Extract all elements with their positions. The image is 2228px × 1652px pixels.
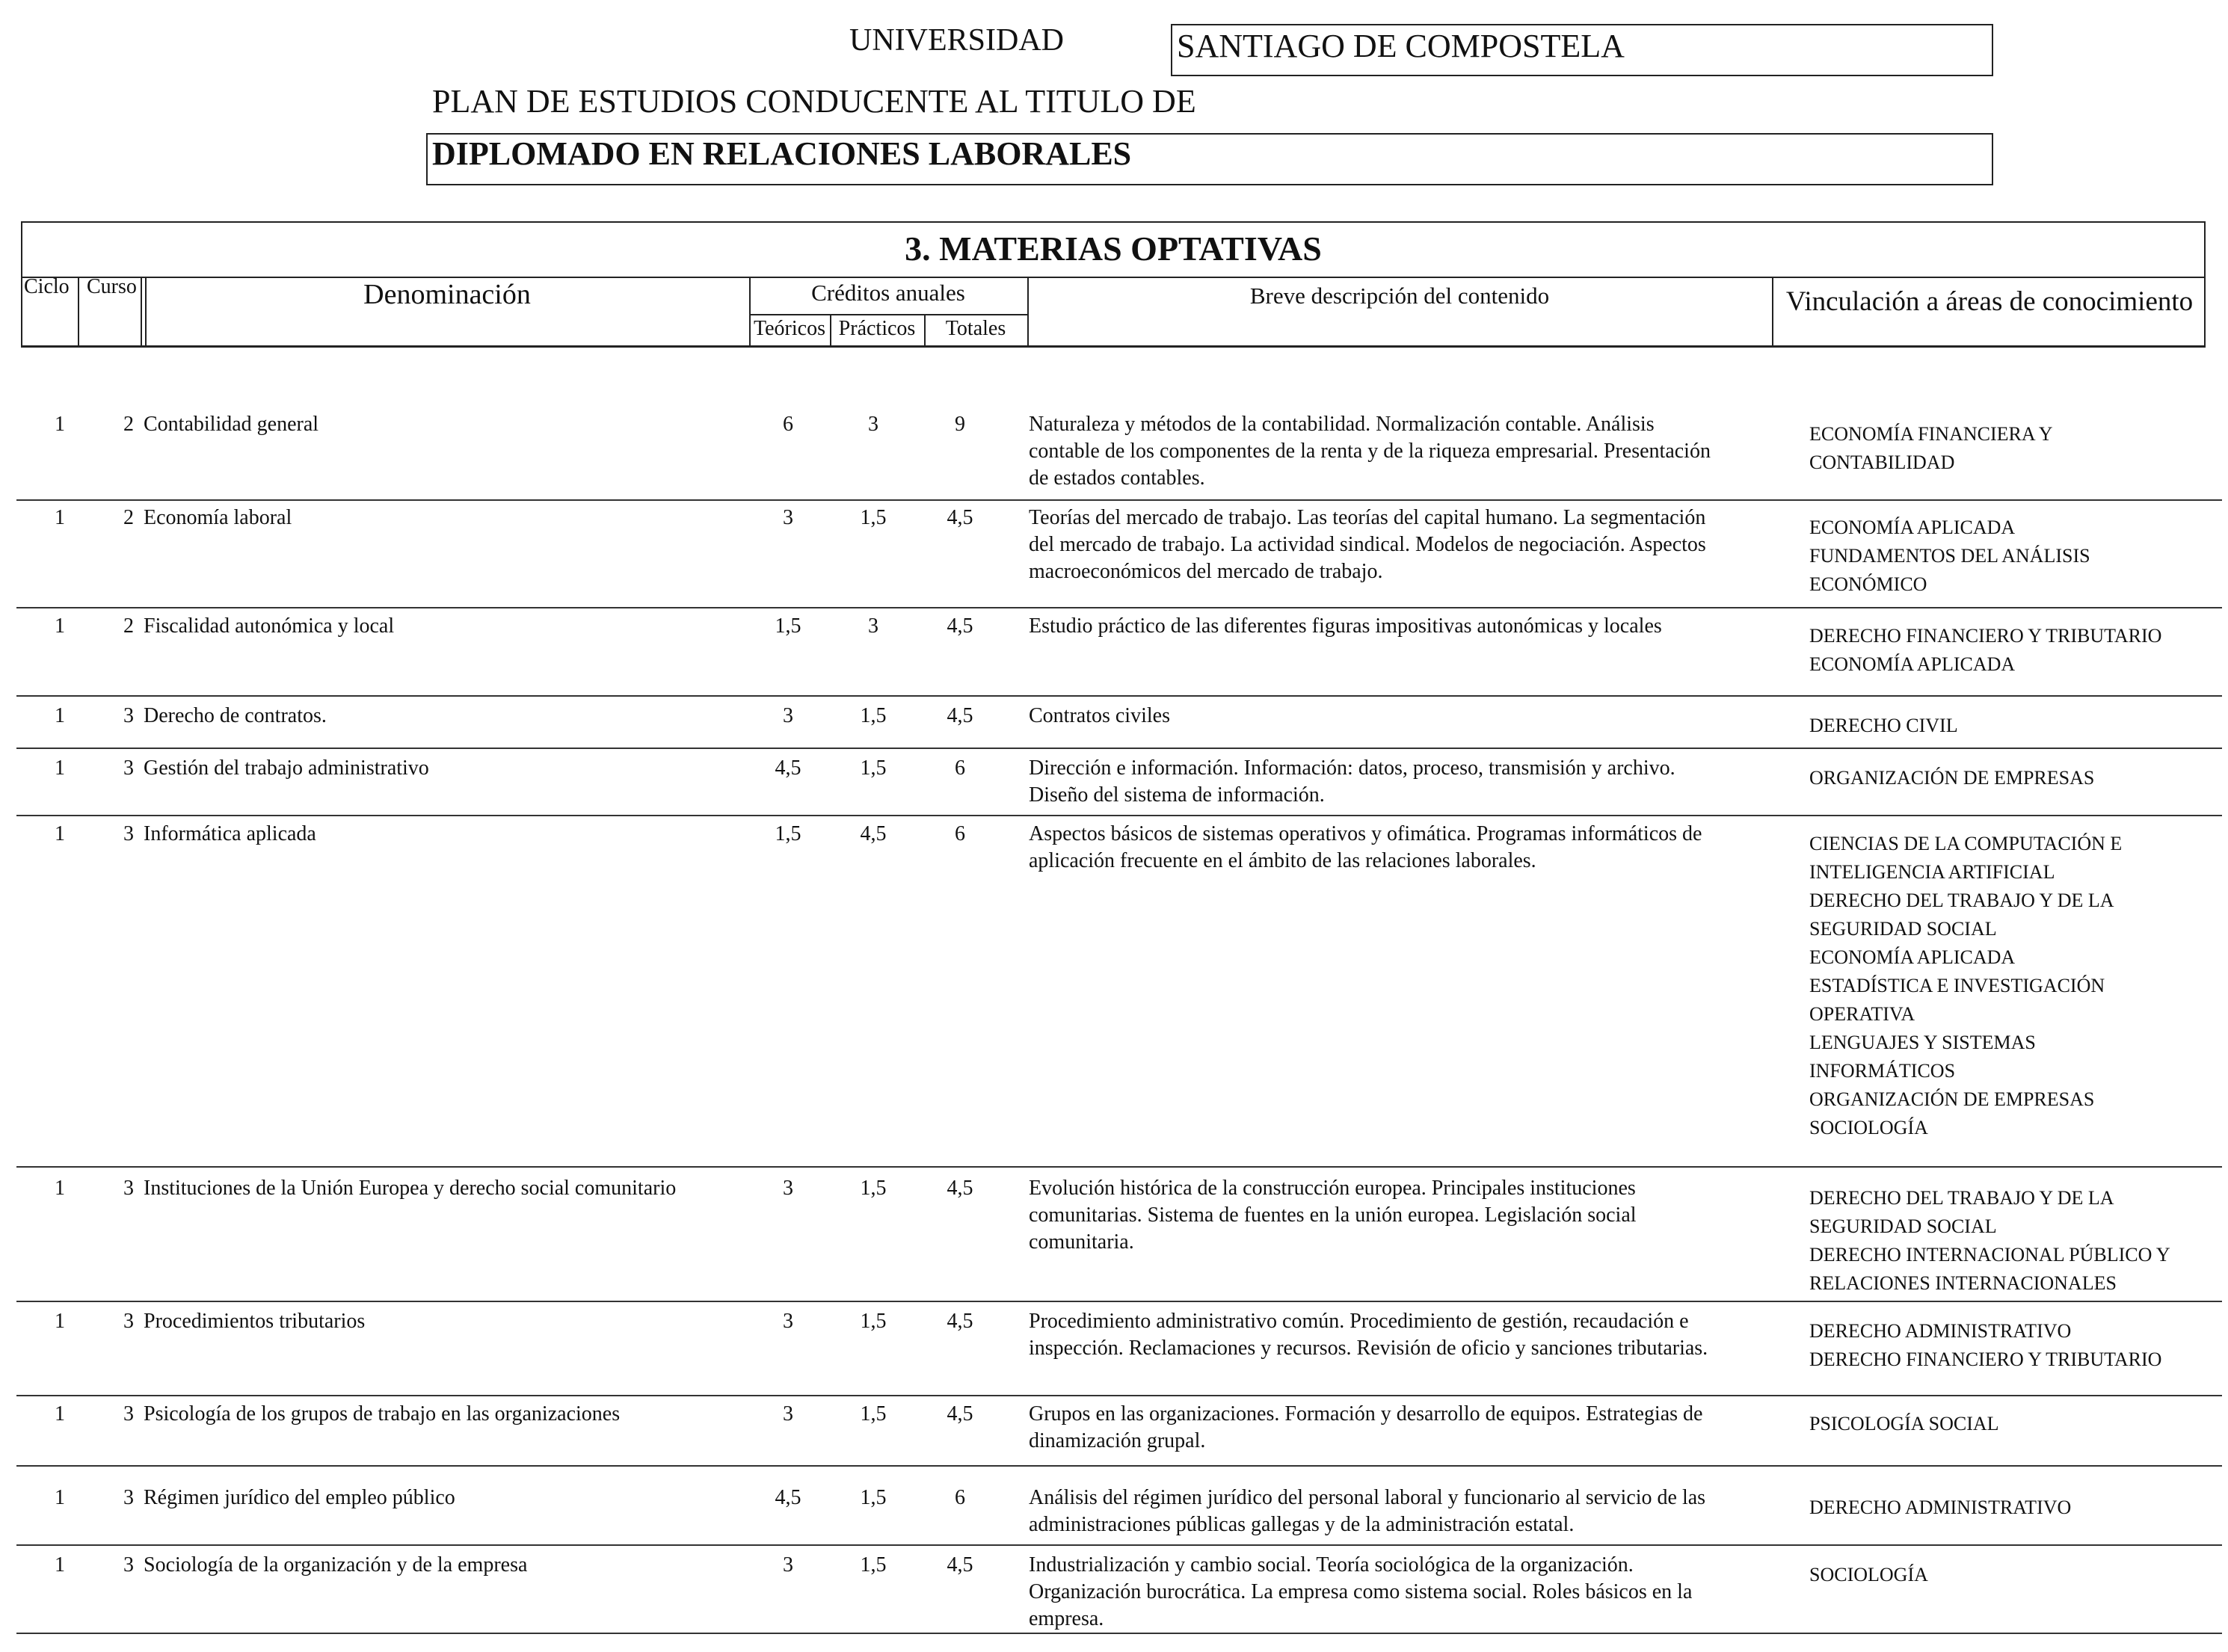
cell-ciclo: 1 bbox=[55, 756, 65, 780]
cell-area-line: ORGANIZACIÓN DE EMPRESAS bbox=[1809, 767, 2095, 789]
col-ciclo: Ciclo bbox=[24, 275, 70, 298]
cell-practicos: 3 bbox=[868, 413, 878, 436]
cell-denominacion: Fiscalidad autonómica y local bbox=[144, 614, 395, 638]
cell-descripcion-line: de estados contables. bbox=[1029, 466, 1205, 490]
cell-denominacion: Gestión del trabajo administrativo bbox=[144, 756, 429, 780]
cell-area-line: DERECHO FINANCIERO Y TRIBUTARIO bbox=[1809, 1349, 2162, 1370]
cell-area-line: ECONOMÍA APLICADA bbox=[1809, 517, 2016, 538]
cell-denominacion: Sociología de la organización y de la empresa bbox=[144, 1553, 528, 1577]
creditos-divider bbox=[749, 314, 1027, 315]
row-separator bbox=[16, 1395, 2222, 1396]
cell-totales: 6 bbox=[955, 1486, 965, 1509]
cell-area-line: DERECHO INTERNACIONAL PÚBLICO Y bbox=[1809, 1244, 2170, 1266]
cell-teoricos: 3 bbox=[783, 1553, 793, 1577]
cell-totales: 4,5 bbox=[947, 1310, 973, 1333]
row-separator bbox=[16, 1166, 2222, 1168]
cell-descripcion-line: Diseño del sistema de información. bbox=[1029, 783, 1325, 807]
cell-practicos: 1,5 bbox=[860, 1177, 887, 1200]
cell-descripcion-line: comunitaria. bbox=[1029, 1230, 1134, 1254]
cell-ciclo: 1 bbox=[55, 614, 65, 638]
cell-area-line: DERECHO FINANCIERO Y TRIBUTARIO bbox=[1809, 625, 2162, 647]
cell-area-line: DERECHO DEL TRABAJO Y DE LA bbox=[1809, 1187, 2114, 1209]
cell-descripcion-line: dinamización grupal. bbox=[1029, 1429, 1206, 1452]
cell-teoricos: 3 bbox=[783, 704, 793, 727]
cell-area-line: SEGURIDAD SOCIAL bbox=[1809, 1215, 1997, 1237]
cell-descripcion-line: Organización burocrática. La empresa como sistema social. Roles básicos en la bbox=[1029, 1580, 1693, 1603]
cell-area-line: SOCIOLOGÍA bbox=[1809, 1117, 1928, 1138]
cell-curso: 3 bbox=[123, 1310, 134, 1333]
col-practicos: Prácticos bbox=[838, 317, 916, 340]
cell-area-line: OPERATIVA bbox=[1809, 1003, 1915, 1025]
row-separator bbox=[16, 748, 2222, 749]
cell-descripcion-line: Teorías del mercado de trabajo. Las teorías del capital humano. La segmentación bbox=[1029, 506, 1706, 529]
cell-totales: 4,5 bbox=[947, 614, 973, 638]
cell-teoricos: 3 bbox=[783, 1402, 793, 1426]
cell-totales: 4,5 bbox=[947, 506, 973, 529]
cell-denominacion: Régimen jurídico del empleo público bbox=[144, 1486, 455, 1509]
cell-curso: 2 bbox=[123, 413, 134, 436]
cell-curso: 3 bbox=[123, 756, 134, 780]
col-descripcion: Breve descripción del contenido bbox=[1249, 283, 1550, 309]
cell-teoricos: 1,5 bbox=[775, 614, 801, 638]
cell-descripcion-line: aplicación frecuente en el ámbito de las relaciones laborales. bbox=[1029, 849, 1536, 872]
cell-area-line: SOCIOLOGÍA bbox=[1809, 1564, 1928, 1585]
row-separator bbox=[16, 1544, 2222, 1546]
cell-practicos: 4,5 bbox=[860, 822, 887, 845]
cell-descripcion-line: Aspectos básicos de sistemas operativos y ofimática. Programas informáticos de bbox=[1029, 822, 1702, 845]
row-separator bbox=[16, 1465, 2222, 1467]
cell-area-line: INFORMÁTICOS bbox=[1809, 1060, 1956, 1082]
cell-ciclo: 1 bbox=[55, 704, 65, 727]
cell-totales: 4,5 bbox=[947, 1553, 973, 1577]
cell-descripcion-line: administraciones públicas gallegas y de la administración estatal. bbox=[1029, 1513, 1575, 1536]
cell-area-line: ECONÓMICO bbox=[1809, 573, 1927, 595]
cell-area-line: ECONOMÍA APLICADA bbox=[1809, 946, 2016, 968]
cell-area-line: SEGURIDAD SOCIAL bbox=[1809, 918, 1997, 940]
cell-curso: 3 bbox=[123, 1402, 134, 1426]
cell-area-line: ORGANIZACIÓN DE EMPRESAS bbox=[1809, 1088, 2095, 1110]
row-separator bbox=[16, 695, 2222, 697]
cell-descripcion-line: inspección. Reclamaciones y recursos. Revisión de oficio y sanciones tributarias. bbox=[1029, 1337, 1708, 1360]
cell-area-line: LENGUAJES Y SISTEMAS bbox=[1809, 1032, 2036, 1053]
cell-ciclo: 1 bbox=[55, 1553, 65, 1577]
cell-descripcion-line: del mercado de trabajo. La actividad sindical. Modelos de negociación. Aspectos bbox=[1029, 533, 1706, 556]
cell-area-line: DERECHO DEL TRABAJO Y DE LA bbox=[1809, 890, 2114, 911]
col-divider bbox=[2204, 221, 2206, 347]
cell-teoricos: 3 bbox=[783, 1310, 793, 1333]
cell-denominacion: Procedimientos tributarios bbox=[144, 1310, 366, 1333]
col-divider bbox=[78, 277, 79, 347]
cell-area-line: ECONOMÍA FINANCIERA Y bbox=[1809, 423, 2053, 445]
plan-text: PLAN DE ESTUDIOS CONDUCENTE AL TITULO DE bbox=[432, 83, 1196, 120]
titulo: DIPLOMADO EN RELACIONES LABORALES bbox=[432, 135, 1132, 172]
cell-ciclo: 1 bbox=[55, 1402, 65, 1426]
table-top-border bbox=[21, 221, 2206, 223]
cell-area-line: RELACIONES INTERNACIONALES bbox=[1809, 1272, 2117, 1294]
cell-curso: 3 bbox=[123, 1177, 134, 1200]
col-divider bbox=[141, 277, 142, 347]
cell-totales: 4,5 bbox=[947, 1402, 973, 1426]
cell-totales: 6 bbox=[955, 822, 965, 845]
cell-descripcion-line: Evolución histórica de la construcción europea. Principales instituciones bbox=[1029, 1177, 1636, 1200]
header-bottom-border bbox=[21, 345, 2206, 348]
col-denominacion: Denominación bbox=[363, 279, 531, 310]
cell-descripcion-line: Contratos civiles bbox=[1029, 704, 1170, 727]
row-separator bbox=[16, 607, 2222, 608]
cell-practicos: 1,5 bbox=[860, 1310, 887, 1333]
cell-denominacion: Economía laboral bbox=[144, 506, 292, 529]
cell-descripcion-line: Dirección e información. Información: datos, proceso, transmisión y archivo. bbox=[1029, 756, 1675, 780]
row-separator bbox=[16, 1301, 2222, 1302]
cell-practicos: 3 bbox=[868, 614, 878, 638]
cell-practicos: 1,5 bbox=[860, 1486, 887, 1509]
cell-area-line: DERECHO ADMINISTRATIVO bbox=[1809, 1497, 2072, 1518]
cell-totales: 6 bbox=[955, 756, 965, 780]
cell-ciclo: 1 bbox=[55, 1486, 65, 1509]
cell-teoricos: 3 bbox=[783, 506, 793, 529]
cell-curso: 2 bbox=[123, 506, 134, 529]
cell-totales: 4,5 bbox=[947, 704, 973, 727]
cell-teoricos: 6 bbox=[783, 413, 793, 436]
cell-area-line: FUNDAMENTOS DEL ANÁLISIS bbox=[1809, 545, 2090, 567]
cell-descripcion-line: contable de los componentes de la renta y de la riqueza empresarial. Presentación bbox=[1029, 440, 1711, 463]
cell-ciclo: 1 bbox=[55, 1177, 65, 1200]
col-totales: Totales bbox=[945, 317, 1006, 340]
cell-curso: 2 bbox=[123, 614, 134, 638]
cell-area-line: CIENCIAS DE LA COMPUTACIÓN E bbox=[1809, 833, 2123, 854]
cell-teoricos: 1,5 bbox=[775, 822, 801, 845]
cell-area-line: DERECHO CIVIL bbox=[1809, 715, 1958, 736]
cell-descripcion-line: Procedimiento administrativo común. Procedimiento de gestión, recaudación e bbox=[1029, 1310, 1689, 1333]
cell-descripcion-line: Naturaleza y métodos de la contabilidad. Normalización contable. Análisis bbox=[1029, 413, 1655, 436]
cell-curso: 3 bbox=[123, 1553, 134, 1577]
col-curso: Curso bbox=[87, 275, 137, 298]
cell-area-line: CONTABILIDAD bbox=[1809, 451, 1955, 473]
cell-denominacion: Psicología de los grupos de trabajo en las organizaciones bbox=[144, 1402, 621, 1426]
cell-practicos: 1,5 bbox=[860, 1553, 887, 1577]
cell-descripcion-line: Estudio práctico de las diferentes figuras impositivas autonómicas y locales bbox=[1029, 614, 1662, 638]
cell-area-line: ESTADÍSTICA E INVESTIGACIÓN bbox=[1809, 975, 2105, 996]
row-separator bbox=[16, 1633, 2222, 1634]
cell-descripcion-line: Análisis del régimen jurídico del personal laboral y funcionario al servicio de las bbox=[1029, 1486, 1706, 1509]
cell-ciclo: 1 bbox=[55, 822, 65, 845]
cell-totales: 4,5 bbox=[947, 1177, 973, 1200]
cell-descripcion-line: empresa. bbox=[1029, 1607, 1104, 1630]
cell-ciclo: 1 bbox=[55, 506, 65, 529]
universidad-label: UNIVERSIDAD bbox=[849, 23, 1064, 58]
universidad-name: SANTIAGO DE COMPOSTELA bbox=[1177, 28, 1625, 64]
col-creditos: Créditos anuales bbox=[811, 280, 965, 306]
cell-ciclo: 1 bbox=[55, 413, 65, 436]
cell-area-line: DERECHO ADMINISTRATIVO bbox=[1809, 1320, 2072, 1342]
cell-totales: 9 bbox=[955, 413, 965, 436]
cell-ciclo: 1 bbox=[55, 1310, 65, 1333]
cell-teoricos: 3 bbox=[783, 1177, 793, 1200]
cell-practicos: 1,5 bbox=[860, 756, 887, 780]
cell-descripcion-line: Grupos en las organizaciones. Formación y desarrollo de equipos. Estrategias de bbox=[1029, 1402, 1703, 1426]
cell-area-line: INTELIGENCIA ARTIFICIAL bbox=[1809, 861, 2055, 883]
cell-curso: 3 bbox=[123, 822, 134, 845]
cell-teoricos: 4,5 bbox=[775, 1486, 801, 1509]
col-vinculacion: Vinculación a áreas de conocimiento bbox=[1785, 286, 2194, 317]
cell-curso: 3 bbox=[123, 704, 134, 727]
cell-descripcion-line: Industrialización y cambio social. Teoría sociológica de la organización. bbox=[1029, 1553, 1634, 1577]
col-teoricos: Teóricos bbox=[753, 317, 825, 340]
cell-descripcion-line: macroeconómicos del mercado de trabajo. bbox=[1029, 560, 1383, 583]
cell-practicos: 1,5 bbox=[860, 506, 887, 529]
cell-denominacion: Instituciones de la Unión Europea y derecho social comunitario bbox=[144, 1177, 677, 1200]
cell-denominacion: Derecho de contratos. bbox=[144, 704, 327, 727]
cell-practicos: 1,5 bbox=[860, 1402, 887, 1426]
cell-teoricos: 4,5 bbox=[775, 756, 801, 780]
cell-practicos: 1,5 bbox=[860, 704, 887, 727]
cell-denominacion: Informática aplicada bbox=[144, 822, 316, 845]
cell-area-line: ECONOMÍA APLICADA bbox=[1809, 653, 2016, 675]
row-separator bbox=[16, 815, 2222, 816]
row-separator bbox=[16, 499, 2222, 501]
section-title: 3. MATERIAS OPTATIVAS bbox=[905, 229, 1322, 268]
col-divider bbox=[21, 221, 22, 347]
cell-denominacion: Contabilidad general bbox=[144, 413, 319, 436]
cell-area-line: PSICOLOGÍA SOCIAL bbox=[1809, 1413, 1999, 1434]
cell-curso: 3 bbox=[123, 1486, 134, 1509]
cell-descripcion-line: comunitarias. Sistema de fuentes en la unión europea. Legislación social bbox=[1029, 1203, 1637, 1227]
